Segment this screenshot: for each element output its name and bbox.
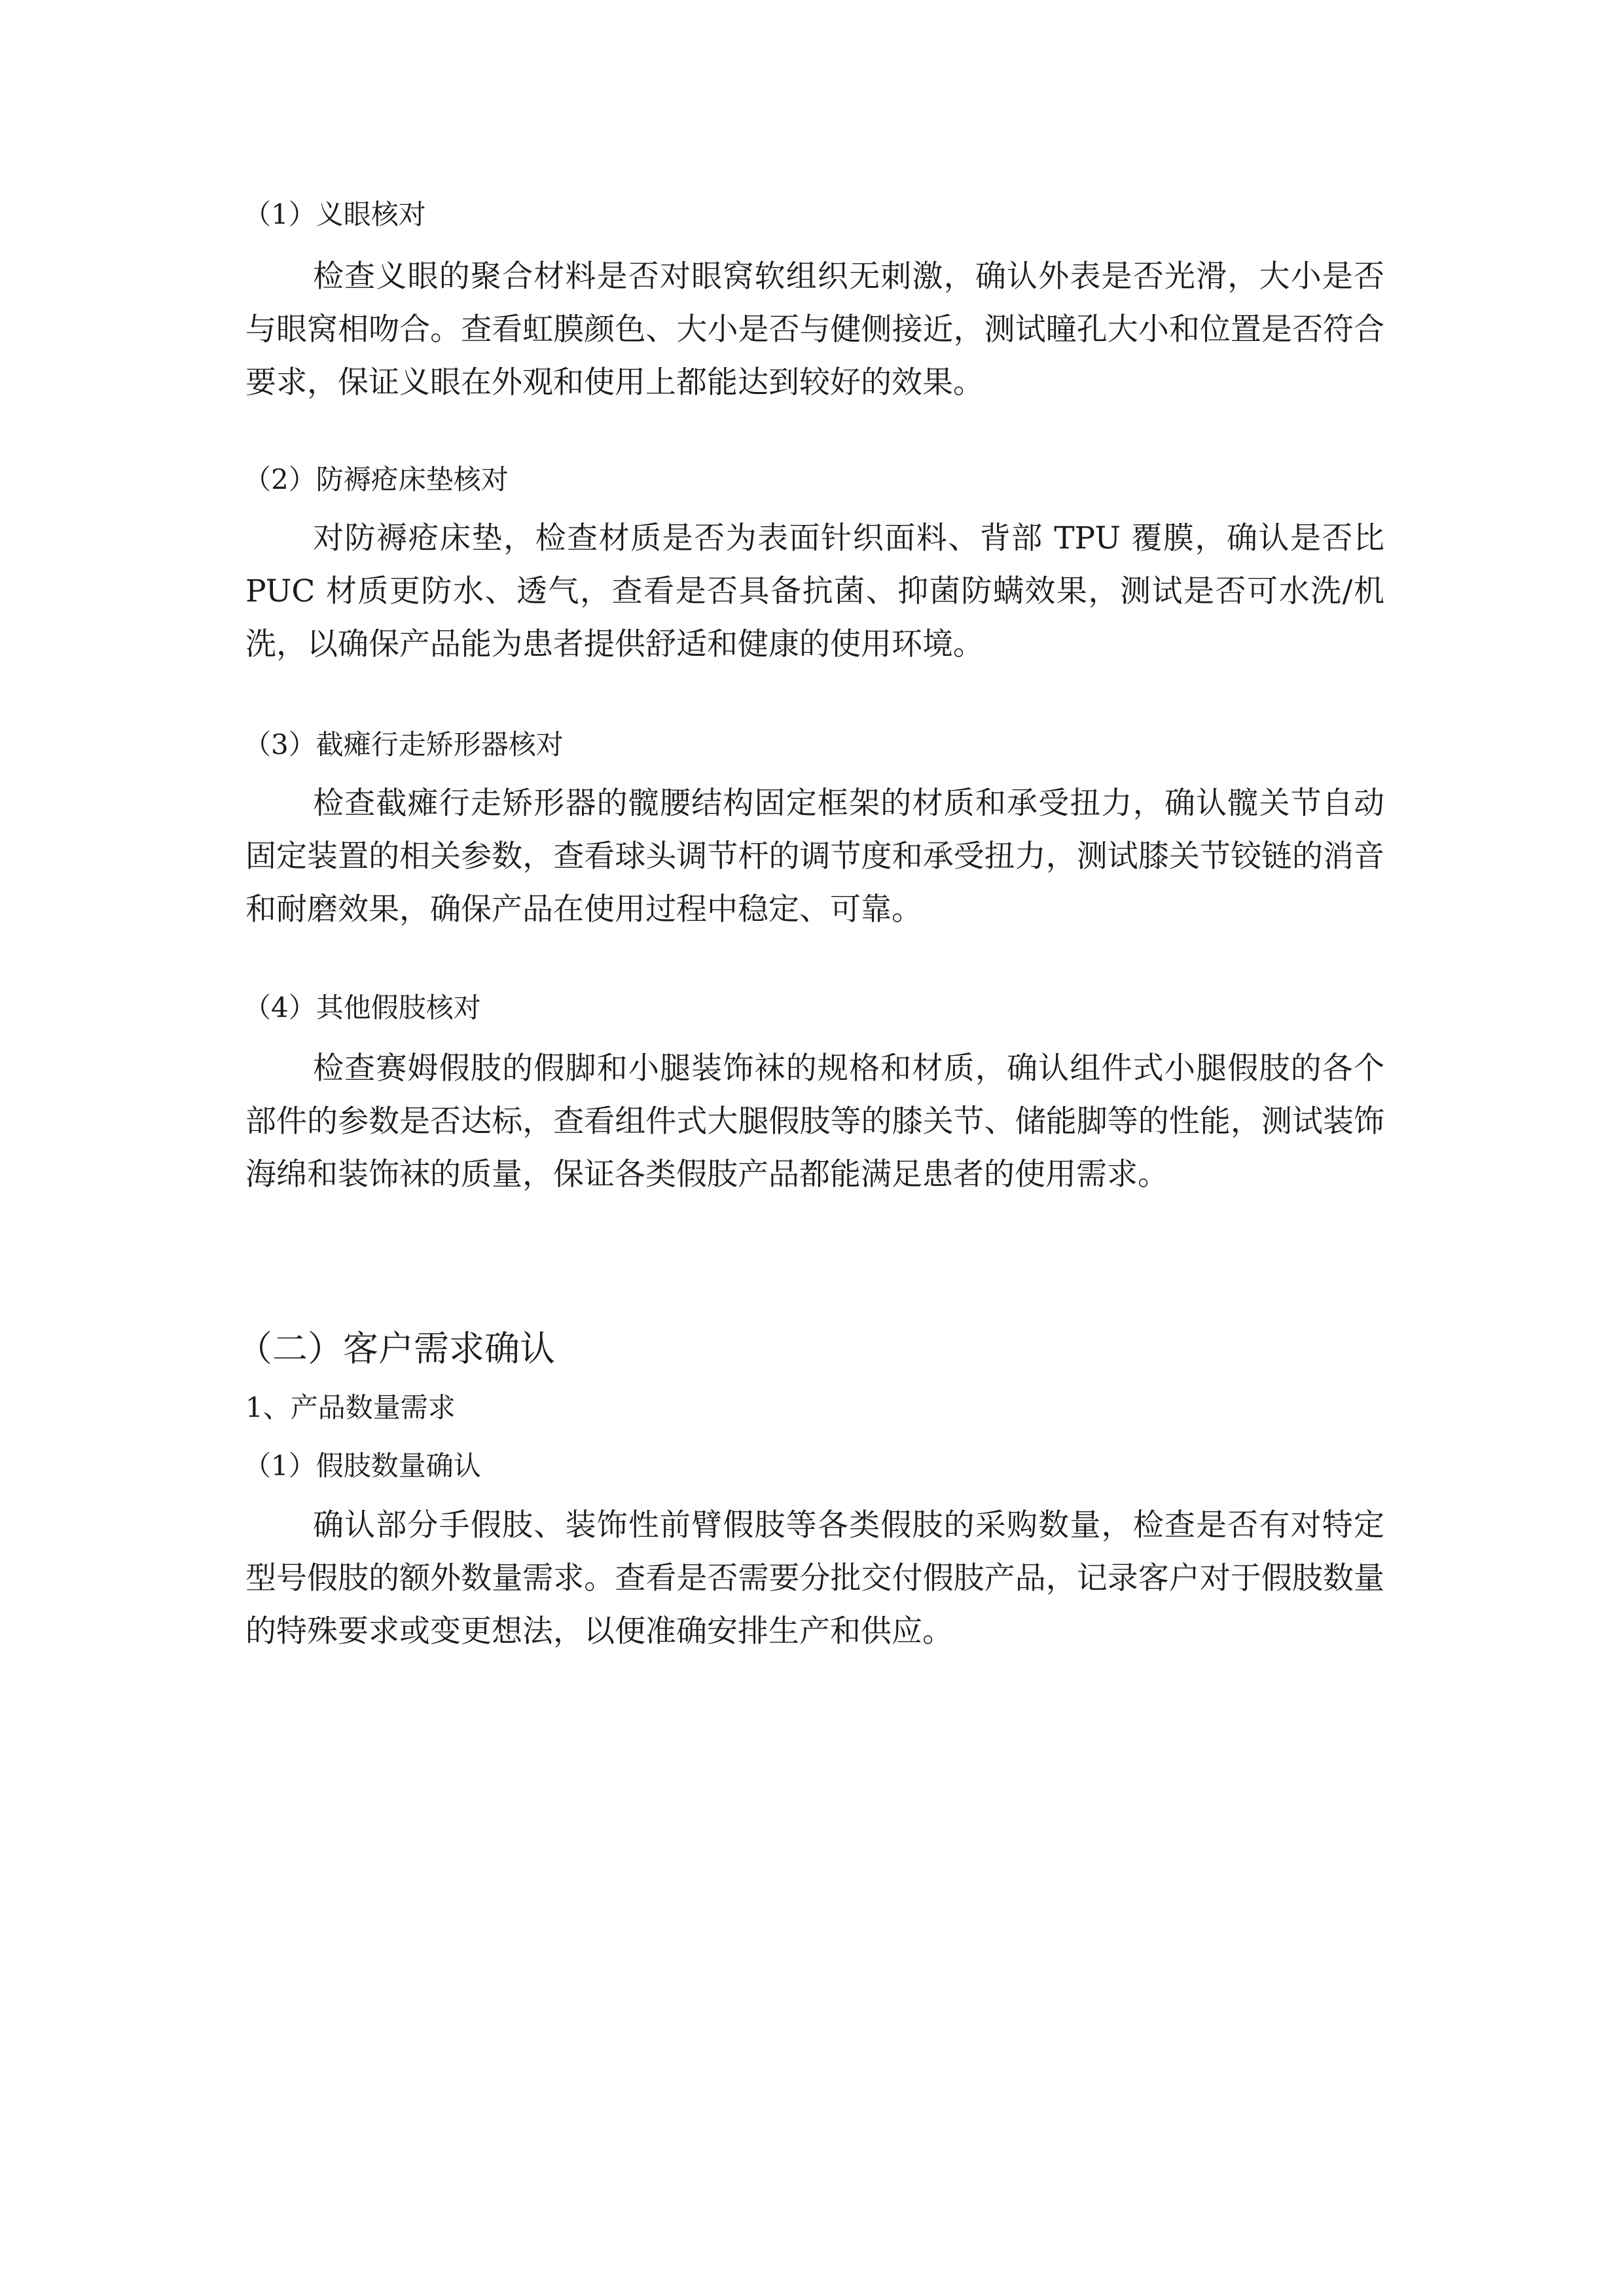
heading-other-prosthesis-check: （4）其他假肢核对	[244, 992, 481, 1024]
heading-prosthesis-quantity-confirm: （1）假肢数量确认	[244, 1450, 481, 1482]
paragraph-other-prosthesis-check: 检查赛姆假肢的假脚和小腿装饰袜的规格和材质，确认组件式小腿假肢的各个部件的参数是否达标，查看组件式大腿假肢等的膝关节、储能脚等的性能，测试装饰海绵和装饰袜的质量，保证各类假肢产品都能满足患者的使用需求。	[245, 1050, 1384, 1193]
heading-paraplegic-orthosis-check: （3）截瘫行走矫形器核对	[244, 728, 564, 761]
heading-anti-bedsore-mattress-check: （2）防褥疮床垫核对	[244, 463, 509, 495]
paragraph-prosthesis-quantity-confirm: 确认部分手假肢、装饰性前臂假肢等各类假肢的采购数量，检查是否有对特定型号假肢的额外数量需求。查看是否需要分批交付假肢产品，记录客户对于假肢数量的特殊要求或变更想法，以便准确安排生产和供应。	[245, 1507, 1384, 1649]
heading-artificial-eye-check: （1）义眼核对	[244, 198, 426, 230]
chapter-title-customer-requirements: （二）客户需求确认	[237, 1328, 555, 1369]
paragraph-artificial-eye-check: 检查义眼的聚合材料是否对眼窝软组织无刺激，确认外表是否光滑，大小是否与眼窝相吻合。查看虹膜颜色、大小是否与健侧接近，测试瞳孔大小和位置是否符合要求，保证义眼在外观和使用上都能达到较好的效果。	[245, 259, 1384, 401]
subsection-product-quantity: 1、产品数量需求	[245, 1391, 456, 1424]
paragraph-paraplegic-orthosis-check: 检查截瘫行走矫形器的髋腰结构固定框架的材质和承受扭力，确认髋关节自动固定装置的相关参数，查看球头调节杆的调节度和承受扭力，测试膝关节铰链的消音和耐磨效果，确保产品在使用过程中稳定、可靠。	[245, 785, 1384, 927]
paragraph-anti-bedsore-mattress-check: 对防褥疮床垫，检查材质是否为表面针织面料、背部 TPU 覆膜，确认是否比 PUC 材质更防水、透气，查看是否具备抗菌、抑菌防螨效果，测试是否可水洗/机洗，以确保产品能为患者提供舒适和健康的使用环境。	[245, 520, 1384, 662]
